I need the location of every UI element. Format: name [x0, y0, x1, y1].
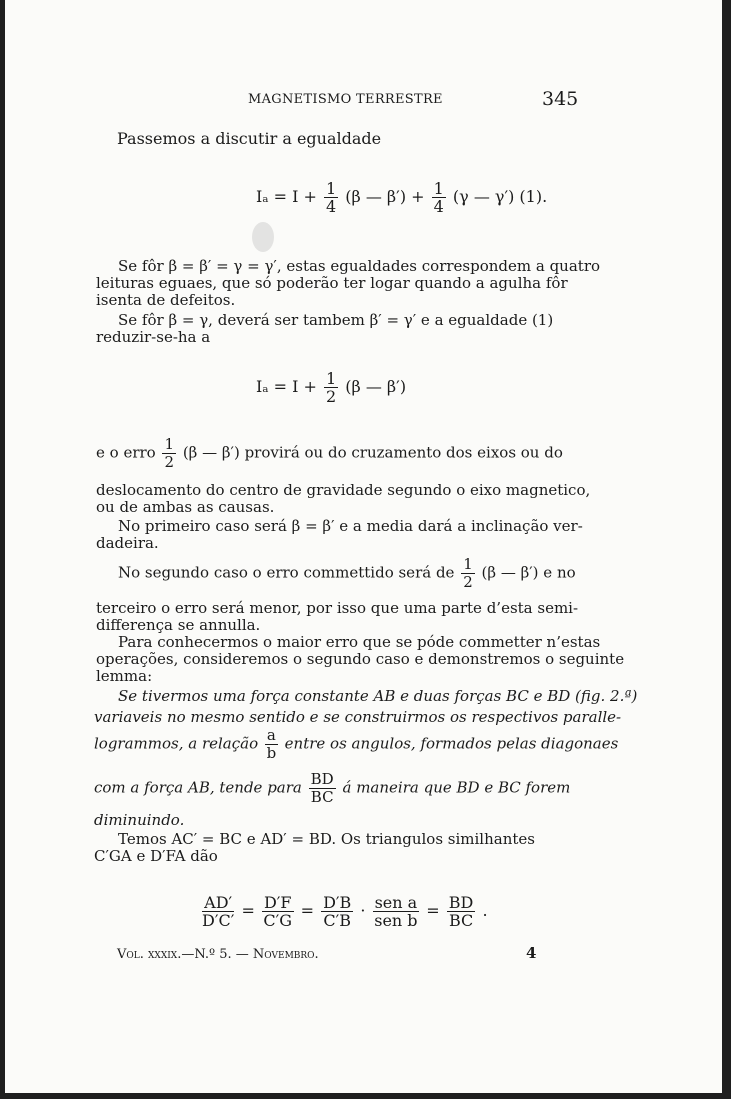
- lemma-end: diminuindo.: [94, 811, 185, 829]
- err-num: 1: [164, 435, 175, 453]
- eq1-frac1-den: 4: [325, 197, 337, 216]
- equation-2: [256, 370, 406, 405]
- final-frac-2: [262, 894, 294, 929]
- err-pre: e o erro: [96, 443, 156, 462]
- eq1-fraction-1: [324, 180, 338, 215]
- final-equation: [200, 894, 488, 929]
- lemma-force-line: [94, 771, 570, 806]
- final-frac-3-num: D′B: [323, 893, 352, 912]
- eq1-fraction-2: [432, 180, 446, 215]
- second-case-line: [118, 556, 576, 591]
- final-frac-3-den: C′B: [323, 911, 352, 930]
- force-post: á maneira que BD e BC forem: [342, 778, 571, 797]
- err-post: (β — β′) provirá ou do cruzamento dos eixos ou do: [182, 443, 563, 462]
- final-op-4: =: [426, 901, 440, 920]
- eq1-term-1: (β — β′) +: [345, 187, 425, 206]
- force-fraction: [309, 771, 336, 806]
- scan-edge-left: [0, 0, 5, 1099]
- para1-line-1: Se fôr β = β′ = γ = γ′, estas egualdades correspondem a quatro: [118, 257, 601, 275]
- final-frac-5: [447, 894, 476, 929]
- para3-line-1: deslocamento do centro de gravidade segundo o eixo magnetico,: [96, 481, 591, 499]
- para3-line-3: No primeiro caso será β = β′ e a media dará a inclinação ver-: [118, 517, 583, 535]
- eq1-frac1-num: 1: [325, 179, 337, 198]
- err-fraction: [162, 436, 176, 471]
- para1-line-3: isenta de defeitos.: [96, 291, 236, 309]
- ink-smudge: [252, 222, 274, 252]
- final-op-2: =: [300, 901, 314, 920]
- lemma-line-2: variaveis no mesmo sentido e se construirmos os respectivos paralle-: [94, 708, 622, 726]
- err-den: 2: [164, 453, 175, 471]
- para2-line-1: Se fôr β = γ, deverá ser tambem β′ = γ′ e a egualdade (1): [118, 311, 554, 329]
- para3-line-4: dadeira.: [96, 534, 159, 552]
- force-den: BC: [310, 788, 334, 806]
- final-frac-5-den: BC: [448, 911, 474, 930]
- eq2-num: 1: [325, 369, 337, 388]
- ratio-fraction: [265, 727, 278, 762]
- para4-line-1: terceiro o erro será menor, por isso que uma parte d’esta semi-: [96, 599, 579, 617]
- final-frac-4-den: sen b: [374, 911, 418, 930]
- eq2-fraction: [324, 370, 338, 405]
- final-op-5: .: [482, 901, 488, 920]
- eq2-tail: (β — β′): [345, 377, 407, 396]
- final-frac-3: [321, 894, 353, 929]
- para5-line-2: C′GA e D′FA dão: [94, 847, 218, 865]
- ratio-pre: logrammos, a relação: [94, 734, 259, 753]
- final-frac-1: [202, 894, 234, 929]
- intro-line: Passemos a discutir a egualdade: [117, 129, 382, 148]
- seg-fraction: [461, 556, 475, 591]
- para5-line-1: Temos AC′ = BC e AD′ = BD. Os triangulos similhantes: [118, 830, 535, 848]
- eq2-lhs: Iₐ = I +: [256, 377, 317, 396]
- para4-line-2: differença se annulla.: [96, 616, 261, 634]
- final-op-1: =: [241, 901, 255, 920]
- page-number: 345: [542, 88, 579, 110]
- seg-post: (β — β′) e no: [481, 563, 576, 582]
- final-frac-1-den: D′C′: [202, 911, 235, 930]
- seg-pre: No segundo caso o erro commettido será de: [118, 563, 455, 582]
- eq1-frac2-num: 1: [433, 179, 444, 198]
- final-frac-4: [373, 894, 420, 929]
- eq1-term-2: (γ — γ′) (1).: [452, 187, 548, 206]
- error-line: [96, 436, 563, 471]
- ratio-num: a: [266, 726, 276, 744]
- para4-line-5: lemma:: [96, 667, 153, 685]
- scan-edge-bottom: [0, 1093, 731, 1099]
- final-frac-2-den: C′G: [263, 911, 293, 930]
- seg-num: 1: [463, 555, 473, 573]
- final-op-3: ·: [360, 901, 366, 920]
- para4-line-3: Para conhecermos o maior erro que se póde commetter n’estas: [118, 633, 601, 651]
- final-frac-4-num: sen a: [374, 893, 418, 912]
- seg-den: 2: [463, 573, 473, 591]
- ratio-post: entre os angulos, formados pelas diagonaes: [284, 734, 619, 753]
- final-frac-1-num: AD′: [202, 894, 234, 912]
- footer-signature: 4: [526, 944, 537, 962]
- scan-edge-right: [722, 0, 731, 1099]
- lemma-line-1: Se tivermos uma força constante AB e duas forças BC e BD (fig. 2.ª): [118, 687, 638, 705]
- lemma-ratio-line: [94, 727, 618, 762]
- footer-volume: Vol. xxxix.—N.º 5. — Novembro.: [117, 947, 319, 962]
- eq1-frac2-den: 4: [433, 197, 444, 216]
- para1-line-2: leituras eguaes, que só poderão ter logar quando a agulha fôr: [96, 274, 568, 292]
- eq2-den: 2: [325, 387, 337, 406]
- running-header: MAGNETISMO TERRESTRE: [248, 92, 443, 107]
- para3-line-2: ou de ambas as causas.: [96, 498, 275, 516]
- para4-line-4: operações, consideremos o segundo caso e demonstremos o seguinte: [96, 650, 625, 668]
- eq1-lhs: Iₐ = I +: [256, 187, 317, 206]
- force-num: BD: [310, 770, 334, 788]
- equation-1: [256, 180, 547, 215]
- force-pre: com a força AB, tende para: [94, 778, 302, 797]
- ratio-den: b: [266, 744, 277, 762]
- para2-line-2: reduzir-se-ha a: [96, 328, 211, 346]
- final-frac-2-num: D′F: [263, 893, 292, 912]
- final-frac-5-num: BD: [448, 893, 474, 912]
